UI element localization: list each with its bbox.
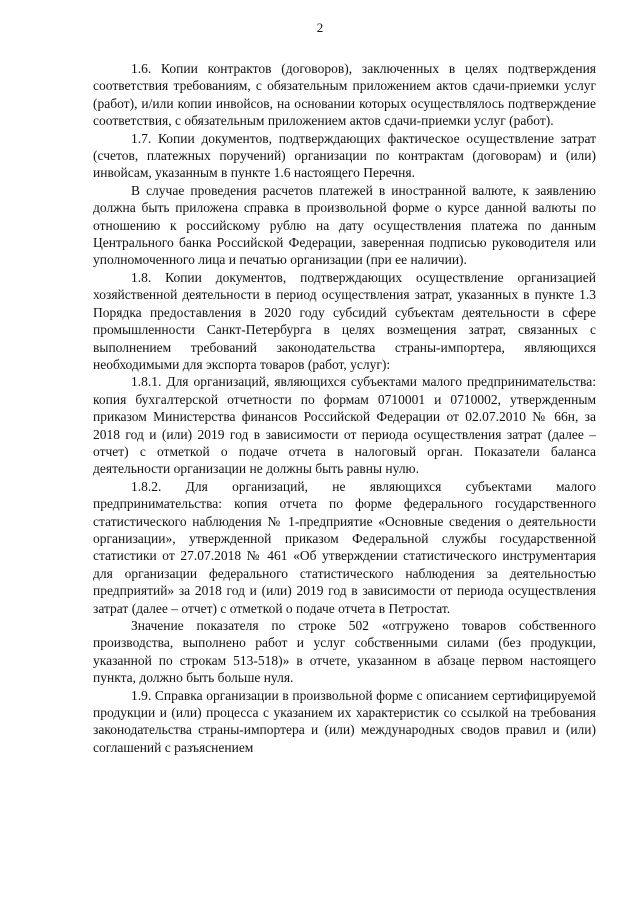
paragraph-indicator-502: Значение показателя по строке 502 «отгружено товаров собственного производства, выполнено работ и услуг собственными силами (без продукции, указанной по строкам 513-518)» в отчете, указанном в абзаце первом настоящего пункта, должно быть больше нуля. [93,618,596,686]
paragraph-1-8-2: 1.8.2. Для организаций, не являющихся субъектами малого предпринимательства: копия отчета по форме федерального государственного статистического наблюдения № 1-предприятие «Основные сведения о деятельности организации», утвержденной приказом Федеральной службы государственной статистики от 27.07.2018 № 461 «Об утверждении статистического инструментария для организации федерального статистического наблюдения за деятельностью предприятий» за 2018 год и (или) 2019 год в зависимости от периода осуществления затрат (далее – отчет) с отметкой о подаче отчета в Петростат. [93,478,596,616]
paragraph-1-7: 1.7. Копии документов, подтверждающих фактическое осуществление затрат (счетов, платежных поручений) организации по контрактам (договорам) и (или) инвойсам, указанным в пункте 1.6 настоящего Перечня. [93,130,596,181]
document-body [93,60,596,756]
paragraph-1-6: 1.6. Копии контрактов (договоров), заключенных в целях подтверждения соответствия требованиям, с обязательным приложением актов сдачи-приемки услуг (работ), и/или копии инвойсов, на основании которых осуществлялось подтверждение соответствия, с обязательным приложением актов сдачи-приемки услуг (работ). [93,61,596,129]
paragraph-1-9: 1.9. Справка организации в произвольной форме с описанием сертифицируемой продукции и (или) процесса с указанием их характеристик со ссылкой на требования законодательства страны-импортера и (или) международных сводов правил и (или) соглашений с разъяснением [93,687,596,755]
paragraph-currency-note: В случае проведения расчетов платежей в иностранной валюте, к заявлению должна быть приложена справка в произвольной форме о курсе данной валюты по отношению к российскому рублю на дату осуществления платежа по данным Центрального банка Российской Федерации, заверенная подписью руководителя или уполномоченного лица и печатью организации (при ее наличии). [93,182,596,268]
paragraph-1-8: 1.8. Копии документов, подтверждающих осуществление организацией хозяйственной деятельности в период осуществления затрат, указанных в пункте 1.3 Порядка предоставления в 2020 году субсидий субъектам деятельности в сфере промышленности Санкт-Петербурга в целях возмещения затрат, связанных с выполнением требований законодательства страны-импортера, являющихся необходимыми для экспорта товаров (работ, услуг): [93,269,596,372]
paragraph-1-8-1: 1.8.1. Для организаций, являющихся субъектами малого предпринимательства: копия бухгалтерской отчетности по формам 0710001 и 0710002, утвержденным приказом Министерства финансов Российской Федерации от 02.07.2010 № 66н, за 2018 год и (или) 2019 год в зависимости от периода осуществления затрат (далее – отчет) с отметкой о подаче отчета в налоговый орган. Показатели баланса деятельности организации не должны быть равны нулю. [93,374,596,477]
page-number: 2 [316,20,324,35]
